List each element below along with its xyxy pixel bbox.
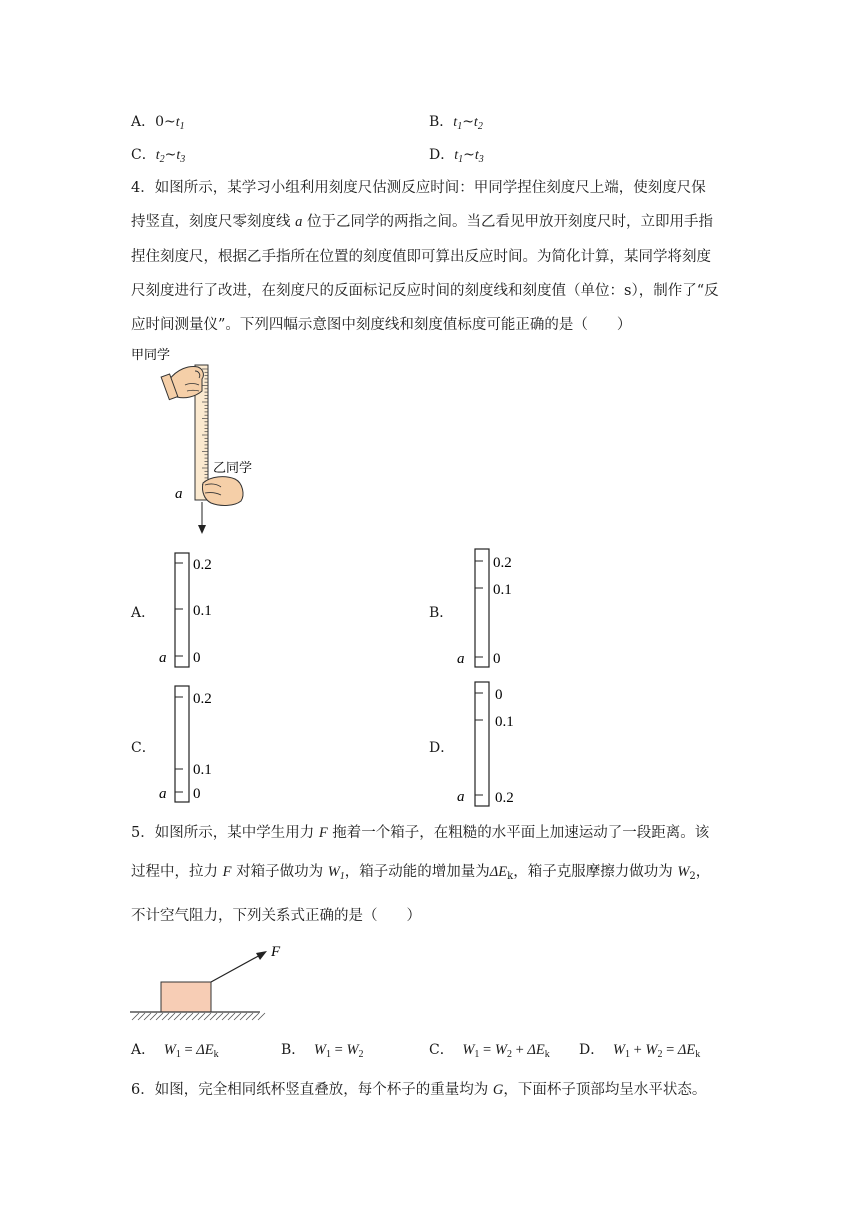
var: W xyxy=(645,1042,658,1058)
subscript: 3 xyxy=(478,154,484,165)
subscript: 2 xyxy=(358,1049,364,1060)
q4-option-a-key: A． xyxy=(131,605,156,621)
q4-option-c-key: C． xyxy=(131,740,156,756)
subscript: 1 xyxy=(175,1049,181,1060)
option-key: A． xyxy=(131,1042,156,1058)
label-yi: 乙同学 xyxy=(213,461,253,476)
hatch-line xyxy=(198,1013,205,1020)
text: ，箱子克服摩擦力做功为 xyxy=(513,864,678,880)
plus: + xyxy=(629,1042,646,1058)
var-a: a xyxy=(295,214,303,230)
tick-bot: 0.2 xyxy=(495,790,514,806)
text: 拖着一个箱子，在粗糙的水平面上加速运动了一段距离。该 xyxy=(327,825,710,841)
var-f: F xyxy=(222,864,232,880)
label-a: a xyxy=(159,650,167,666)
text: ， xyxy=(695,864,711,880)
var-t: t xyxy=(454,148,459,163)
hatch-line xyxy=(156,1013,163,1020)
hatch-line xyxy=(162,1013,169,1020)
hatch-line xyxy=(228,1013,235,1020)
subscript: 1 xyxy=(339,871,345,882)
var: W xyxy=(612,1042,625,1058)
hatch-line xyxy=(252,1013,259,1020)
hatch-line xyxy=(204,1013,211,1020)
option-key: B． xyxy=(429,114,454,130)
subscript: 3 xyxy=(180,154,186,165)
tick-top: 0 xyxy=(495,687,503,703)
force-arrow-head xyxy=(256,951,267,960)
equals: = xyxy=(479,1042,495,1058)
q5-option-a xyxy=(131,1040,219,1065)
q4-option-b-key: B． xyxy=(429,605,454,621)
equals: = xyxy=(180,1042,197,1058)
tilde: ~ xyxy=(463,147,475,163)
hatch-line xyxy=(186,1013,193,1020)
label-a: a xyxy=(175,486,183,502)
var-t: t xyxy=(176,148,181,163)
scale-d xyxy=(455,679,535,809)
option-key: B． xyxy=(281,1042,306,1058)
tick-top: 0.2 xyxy=(193,691,212,707)
text: 位于乙同学的两指之间。当乙看见甲放开刻度尺时，立即用手指 xyxy=(302,214,713,230)
tick-mid: 0.1 xyxy=(193,603,212,619)
var-t: t xyxy=(175,115,180,130)
q5-option-c xyxy=(429,1040,550,1065)
tick-top: 0.2 xyxy=(193,557,212,573)
text: ，下面杯子顶部均呈水平状态。 xyxy=(503,1082,707,1098)
text: 尺刻度进行了改进，在刻度尺的反面标记反应时间的刻度线和刻度值（单位：s），制作了“反 xyxy=(131,283,719,299)
var: W xyxy=(494,1042,507,1058)
hatch-line xyxy=(192,1013,199,1020)
subscript: 1 xyxy=(624,1049,630,1060)
var: ΔE xyxy=(677,1042,696,1058)
label-a: a xyxy=(457,789,465,805)
tick-mid: 0.1 xyxy=(493,582,512,598)
hatch-line xyxy=(258,1013,265,1020)
text: 6．如图，完全相同纸杯竖直叠放，每个杯子的重量均为 xyxy=(131,1082,493,1098)
q5-option-b xyxy=(281,1040,364,1065)
tick-bot: 0 xyxy=(493,651,501,667)
var-t: t xyxy=(473,115,478,130)
var: W xyxy=(462,1042,475,1058)
var: W xyxy=(163,1042,176,1058)
q4-option-d-key: D． xyxy=(429,740,455,756)
hatch-line xyxy=(180,1013,187,1020)
hatch-line xyxy=(210,1013,217,1020)
subscript: k xyxy=(213,1049,219,1060)
force-arrow xyxy=(211,954,262,982)
text: 持竖直，刻度尺零刻度线 xyxy=(131,214,296,230)
option-key: D． xyxy=(429,147,455,163)
subscript: 2 xyxy=(657,1049,663,1060)
tick-mid: 0.1 xyxy=(495,714,514,730)
q4-line-1 xyxy=(131,178,706,198)
hatch-line xyxy=(138,1013,145,1020)
subscript: k xyxy=(507,871,514,882)
label-a: a xyxy=(457,651,465,667)
var-ek: ΔE xyxy=(489,864,508,880)
ruler-figure xyxy=(125,345,275,540)
subscript: 1 xyxy=(474,1049,480,1060)
plus: + xyxy=(511,1042,528,1058)
subscript: 1 xyxy=(457,121,463,132)
force-label: F xyxy=(271,944,281,960)
text: 过程中，拉力 xyxy=(131,864,223,880)
var-w: W xyxy=(677,864,690,880)
tick-top: 0.2 xyxy=(493,555,512,571)
subscript: 1 xyxy=(458,154,464,165)
q5-line-2 xyxy=(131,862,710,887)
hatch-line xyxy=(168,1013,175,1020)
scale-b xyxy=(455,546,535,670)
hatch-line xyxy=(174,1013,181,1020)
option-key: C． xyxy=(429,1042,454,1058)
equals: = xyxy=(331,1042,347,1058)
subscript: k xyxy=(695,1049,701,1060)
q5-line-3 xyxy=(131,906,421,926)
arrow-head xyxy=(198,525,206,534)
var-t: t xyxy=(155,148,160,163)
q4-line-3 xyxy=(131,247,711,267)
var: W xyxy=(346,1042,359,1058)
var-w: W xyxy=(327,864,340,880)
var: W xyxy=(313,1042,326,1058)
hatch-line xyxy=(234,1013,241,1020)
subscript: 2 xyxy=(506,1049,512,1060)
hatch-line xyxy=(240,1013,247,1020)
q5-line-1 xyxy=(131,823,709,843)
hatch-line xyxy=(150,1013,157,1020)
subscript: 2 xyxy=(689,871,696,882)
text: 4．如图所示，某学习小组利用刻度尺估测反应时间：甲同学捏住刻度尺上端，使刻度尺保 xyxy=(131,180,706,196)
option-text: 0~ xyxy=(155,114,176,130)
box-figure xyxy=(128,938,298,1028)
hatch-line xyxy=(144,1013,151,1020)
subscript: 2 xyxy=(477,121,483,132)
q3-option-a xyxy=(131,112,185,137)
text: 不计空气阻力，下列关系式正确的是（ ） xyxy=(131,908,421,924)
option-key: D． xyxy=(579,1042,605,1058)
hand-yi xyxy=(202,477,243,506)
text: ，箱子动能的增加量为 xyxy=(344,864,490,880)
q3-option-b xyxy=(429,112,483,137)
scale-a xyxy=(155,550,235,670)
option-key: C． xyxy=(131,147,156,163)
var: ΔE xyxy=(196,1042,214,1058)
hatch-line xyxy=(216,1013,223,1020)
subscript: 2 xyxy=(159,154,165,165)
tilde: ~ xyxy=(164,147,177,163)
tick-bot: 0 xyxy=(193,650,201,666)
q5-option-d xyxy=(579,1040,700,1065)
text: 捏住刻度尺，根据乙手指所在位置的刻度值即可算出反应时间。为简化计算，某同学将刻度 xyxy=(131,249,711,265)
var-t: t xyxy=(474,148,479,163)
tick-mid: 0.1 xyxy=(193,762,212,778)
hatch-line xyxy=(132,1013,139,1020)
var-f: F xyxy=(318,825,328,841)
var-g: G xyxy=(492,1082,504,1098)
tilde: ~ xyxy=(462,114,474,130)
q3-option-d xyxy=(429,145,484,170)
subscript: k xyxy=(544,1049,550,1060)
box xyxy=(161,982,211,1012)
q4-line-4 xyxy=(131,281,719,301)
text: 对箱子做功为 xyxy=(231,864,328,880)
q4-line-5 xyxy=(131,315,631,335)
q4-line-2 xyxy=(131,212,713,232)
ground-hatch xyxy=(132,1013,265,1020)
option-key: A． xyxy=(131,114,156,130)
subscript: 1 xyxy=(326,1049,331,1060)
hatch-line xyxy=(246,1013,253,1020)
label-jia: 甲同学 xyxy=(131,348,171,363)
hand-jia xyxy=(161,367,203,400)
tick-bot: 0 xyxy=(193,786,201,802)
hatch-line xyxy=(222,1013,229,1020)
q3-option-c xyxy=(131,145,185,170)
equals: = xyxy=(662,1042,678,1058)
scale-c xyxy=(155,683,235,807)
text: 5．如图所示，某中学生用力 xyxy=(131,825,319,841)
var-t: t xyxy=(453,115,458,130)
var: ΔE xyxy=(527,1042,545,1058)
text: 应时间测量仪”。下列四幅示意图中刻度线和刻度值标度可能正确的是（ ） xyxy=(131,317,632,333)
q6-line-1 xyxy=(131,1080,706,1100)
subscript: 1 xyxy=(179,121,185,132)
label-a: a xyxy=(159,786,167,802)
